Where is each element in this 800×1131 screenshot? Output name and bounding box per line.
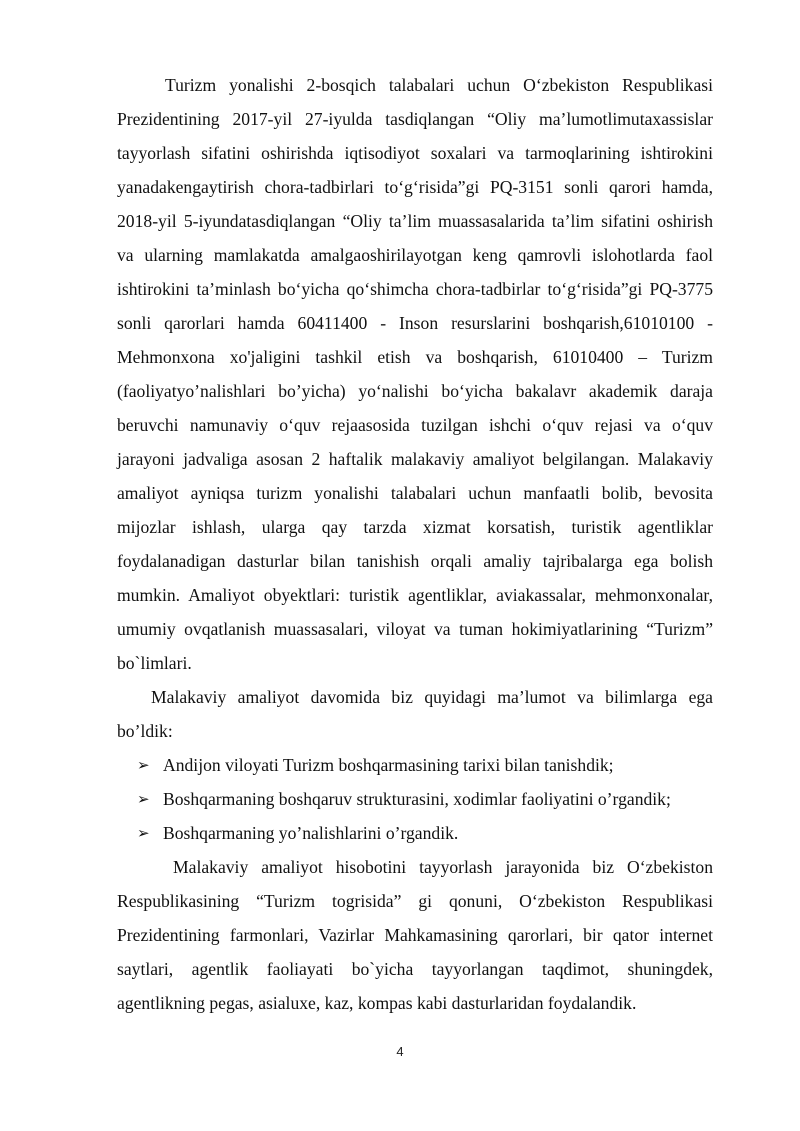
intro-paragraph: Turizm yonalishi 2-bosqich talabalari uchun O‘zbekiston Respublikasi Prezidentining 2017-yil 27-iyulda tasdiqlangan “Oliy ma’lumotlimutaxassislar tayyorlash sifatini oshirishda iqtisodiyot soxalari va tarmoqlarining ishtirokini yanadakengaytirish chora-tadbirlari to‘g‘risida”gi PQ-3151 sonli qarori hamda, 2018-yil 5-iyundatasdiqlangan “Oliy ta’lim muassasalarida ta’lim sifatini oshirish va ularning mamlakatda amalgaoshirilayotgan keng qamrovli islohotlarda faol ishtirokini ta’minlash bo‘yicha qo‘shimcha chora-tadbirlar to‘g‘risida”gi PQ-3775 sonli qarorlari hamda 60411400 - Inson resurslarini boshqarish,61010100 - Mehmonxona xo'jaligini tashkil etish va boshqarish, 61010400 – Turizm (faoliyatyo’nalishlari bo’yicha) yo‘nalishi bo‘yicha bakalavr akademik daraja beruvchi namunaviy o‘quv rejaasosida tuzilgan ishchi o‘quv rejasi va o‘quv jarayoni jadvaliga asosan 2 haftalik malakaviy amaliyot belgilangan. Malakaviy amaliyot ayniqsa turizm yonalishi talabalari uchun manfaatli bolib, bevosita mijozlar ishlash, ularga qay tarzda xizmat korsatish, turistik agentliklar foydalanadigan dasturlar bilan tanishish orqali amaliy tajribalarga ega bolish mumkin. Amaliyot obyektlari: turistik agentliklar, aviakassalar, mehmonxonalar, umumiy ovqatlanish muassasalari, viloyat va tuman hokimiyatlarining “Turizm” bo`limlari. [117, 75, 713, 673]
arrow-bullet-icon: ➢ [137, 824, 150, 842]
arrow-bullet-icon: ➢ [137, 790, 150, 808]
page-body [117, 68, 713, 1020]
page-number: 4 [396, 1044, 404, 1059]
list-item-text: Boshqarmaning boshqaruv strukturasini, xodimlar faoliyatini o’rgandik; [163, 789, 671, 809]
learned-topics-list [117, 748, 713, 850]
experience-paragraph: Malakaviy amaliyot davomida biz quyidagi ma’lumot va bilimlarga ega bo’ldik: [117, 687, 713, 741]
list-item [117, 782, 713, 816]
list-item-text: Boshqarmaning yo’nalishlarini o’rgandik. [163, 823, 459, 843]
list-item [117, 748, 713, 782]
sources-paragraph: Malakaviy amaliyot hisobotini tayyorlash jarayonida biz O‘zbekiston Respublikasining “Turizm togrisida” gi qonuni, O‘zbekiston Respublikasi Prezidentining farmonlari, Vazirlar Mahkamasining qarorlari, bir qator internet saytlari, agentlik faoliayati bo`yicha tayyorlangan taqdimot, shuningdek, agentlikning pegas, asialuxe, kaz, kompas kabi dasturlaridan foydalandik. [117, 857, 713, 1013]
arrow-bullet-icon: ➢ [137, 756, 150, 774]
list-item [117, 816, 713, 850]
list-item-text: Andijon viloyati Turizm boshqarmasining tarixi bilan tanishdik; [163, 755, 614, 775]
